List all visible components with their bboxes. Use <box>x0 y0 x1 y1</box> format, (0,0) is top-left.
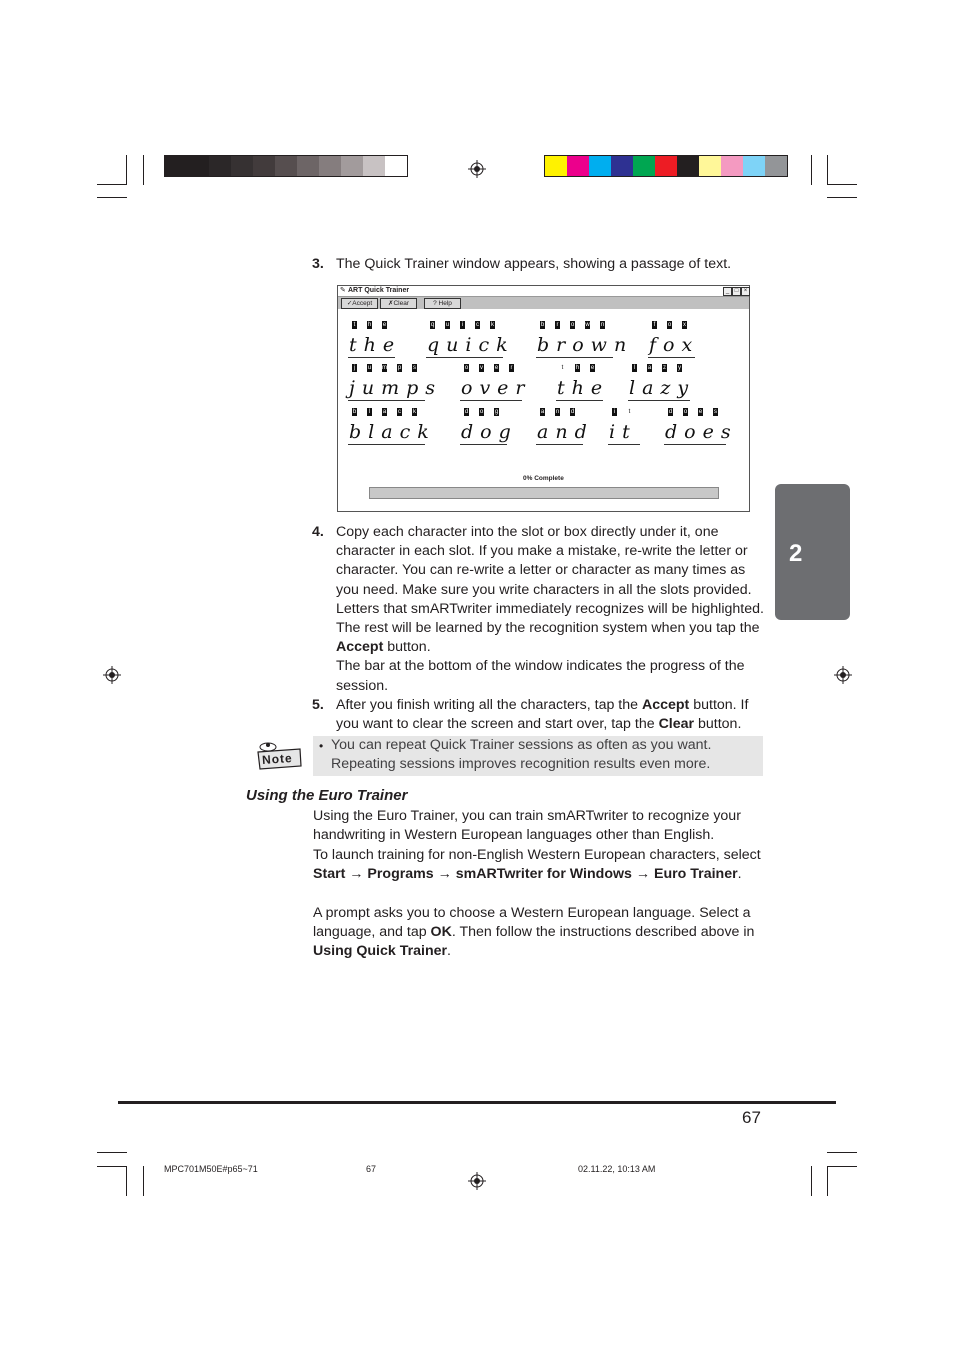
color-swatch <box>589 156 611 176</box>
toolbar <box>338 297 749 309</box>
handwritten-word[interactable]: the <box>349 334 402 356</box>
printed-letter: r <box>510 365 513 371</box>
step-4 <box>312 523 764 696</box>
crop-mark <box>143 1166 144 1196</box>
grayscale-bar <box>164 155 408 177</box>
gray-swatch <box>385 156 407 176</box>
printed-letter: t <box>628 409 631 415</box>
printed-letter: a <box>647 365 652 371</box>
step-text: After you finish writing all the characters, tap the Accept button. If you want to clear the screen and start over, tap the Clear button. <box>336 697 749 733</box>
writing-slot-line <box>348 444 425 445</box>
bullet: • <box>319 739 324 753</box>
crop-mark <box>811 155 812 185</box>
gray-swatch <box>253 156 275 176</box>
writing-slot-line <box>426 357 503 358</box>
writing-slot-line <box>648 357 695 358</box>
handwritten-word[interactable]: over <box>461 377 532 399</box>
printed-letter: w <box>585 322 590 328</box>
writing-slot-line <box>536 357 613 358</box>
step-text: The Quick Trainer window appears, showing a passage of text. <box>336 256 732 272</box>
printed-letter: a <box>382 409 387 415</box>
printed-letter: i <box>461 322 464 328</box>
printed-letter: q <box>430 322 435 328</box>
color-swatch <box>721 156 743 176</box>
quick-trainer-window <box>337 285 750 512</box>
handwritten-word[interactable]: quick <box>427 334 515 356</box>
registration-mark-icon <box>468 160 486 178</box>
section-heading: Using the Euro Trainer <box>246 787 408 804</box>
printed-letter: o <box>570 322 575 328</box>
printed-letter: d <box>464 409 469 415</box>
footer-file: MPC701M50E#p65~71 <box>164 1164 258 1174</box>
window-title: ART Quick Trainer <box>348 287 410 294</box>
printed-letter: i <box>613 409 616 415</box>
registration-mark-icon <box>834 666 852 684</box>
gray-swatch <box>297 156 319 176</box>
chapter-number: 2 <box>789 540 803 567</box>
color-swatch <box>655 156 677 176</box>
bottom-rule <box>118 1101 836 1104</box>
accept-term: Accept <box>641 697 690 713</box>
printed-letter: h <box>575 365 580 371</box>
printed-letter: f <box>653 322 656 328</box>
color-swatch <box>633 156 655 176</box>
printed-letter: p <box>397 365 402 371</box>
handwritten-word[interactable]: black <box>349 421 436 443</box>
printed-letter: c <box>398 409 401 415</box>
crop-mark <box>126 155 127 185</box>
color-bar <box>544 155 788 177</box>
chapter-tab <box>775 484 850 620</box>
crop-mark <box>97 1166 127 1167</box>
writing-slot-line <box>460 400 522 401</box>
printed-letter: l <box>633 365 636 371</box>
printed-letter: o <box>464 365 469 371</box>
accept-button[interactable]: ✓Accept <box>341 298 378 309</box>
printed-letter: t <box>561 365 564 371</box>
printed-letter: c <box>476 322 479 328</box>
handwritten-word[interactable]: fox <box>649 334 700 356</box>
handwritten-word[interactable]: and <box>537 421 594 443</box>
color-swatch <box>743 156 765 176</box>
handwritten-word[interactable]: dog <box>461 421 518 443</box>
printed-letter: u <box>367 365 372 371</box>
printed-letter: n <box>600 322 605 328</box>
registration-mark-icon <box>468 1172 486 1190</box>
clear-button[interactable]: ✗Clear <box>380 298 417 309</box>
step-number: 4. <box>312 524 324 540</box>
close-icon[interactable]: × <box>741 287 750 296</box>
footer-page: 67 <box>366 1164 377 1174</box>
printed-letter: o <box>683 409 688 415</box>
printed-letter: d <box>668 409 673 415</box>
section-paragraph-2: To launch training for non-English Western European characters, select Start → Programs → smARTwriter for Windows → Euro Trainer. <box>313 847 761 883</box>
note-icon <box>256 740 302 770</box>
printed-letter: l <box>368 409 371 415</box>
minimize-icon[interactable]: _ <box>723 287 732 296</box>
crop-mark <box>126 1166 127 1196</box>
handwritten-word[interactable]: does <box>665 421 738 443</box>
color-swatch <box>765 156 787 176</box>
crop-mark <box>827 184 857 185</box>
step-text: Copy each character into the slot or box directly under it, one character in each slot. If you make a mistake, re-write the letter or character. You can re-write a letter or character as many times as you need. Make sure you write characters in all the slots provided. Letters that smARTwriter immediately recognizes will be highlighted. The rest will be learned by the recognition system when you tap the Accept button. The bar at the bottom of the window indicates the progress of the session. <box>336 524 764 694</box>
color-swatch <box>677 156 699 176</box>
gray-swatch <box>341 156 363 176</box>
printed-letter: j <box>353 365 356 371</box>
color-swatch <box>611 156 633 176</box>
gray-swatch <box>209 156 231 176</box>
handwritten-word[interactable]: the <box>557 377 610 399</box>
writing-slot-line <box>556 400 603 401</box>
handwritten-word[interactable]: it <box>609 421 637 443</box>
printed-letter: s <box>413 365 416 371</box>
accept-term: Accept <box>336 639 384 656</box>
window-titlebar <box>338 286 749 297</box>
crop-mark <box>827 197 857 198</box>
printed-letter: o <box>479 409 484 415</box>
note-text: You can repeat Quick Trainer sessions as often as you want. Repeating sessions improves recognition results even more. <box>331 737 712 773</box>
gray-swatch <box>231 156 253 176</box>
writing-slot-line <box>460 444 507 445</box>
printed-letter: b <box>540 322 545 328</box>
page-number: 67 <box>742 1108 761 1127</box>
crop-mark <box>827 1166 828 1196</box>
gray-swatch <box>363 156 385 176</box>
crop-mark <box>143 155 144 185</box>
color-swatch <box>567 156 589 176</box>
crop-mark <box>827 1152 857 1153</box>
printed-letter: s <box>714 409 717 415</box>
printed-letter: y <box>678 365 681 371</box>
gray-swatch <box>187 156 209 176</box>
printed-letter: x <box>683 322 686 328</box>
printed-letter: u <box>445 322 450 328</box>
printed-letter: n <box>555 409 560 415</box>
printed-letter: e <box>494 365 499 371</box>
gray-swatch <box>165 156 187 176</box>
printed-letter: v <box>480 365 483 371</box>
crop-mark <box>97 1152 127 1153</box>
progress-bar <box>369 487 719 499</box>
printed-letter: t <box>353 322 356 328</box>
printed-letter: e <box>590 365 595 371</box>
writing-slot-line <box>536 444 583 445</box>
step-3 <box>312 255 764 274</box>
note-box <box>313 736 763 776</box>
writing-slot-line <box>628 400 690 401</box>
printed-letter: h <box>367 322 372 328</box>
printed-letter: e <box>698 409 703 415</box>
writing-slot-line <box>348 357 395 358</box>
help-button[interactable]: ? Help <box>424 298 461 309</box>
handwritten-word[interactable]: jumps <box>349 377 443 399</box>
printed-letter: e <box>382 322 387 328</box>
printed-letter: g <box>494 409 499 415</box>
printed-letter: m <box>382 365 387 371</box>
writing-slot-line <box>664 444 726 445</box>
step-5 <box>312 696 764 734</box>
section-paragraph-1: Using the Euro Trainer, you can train smARTwriter to recognize your handwriting in Western European languages other than English. <box>313 808 741 844</box>
clear-term: Clear <box>658 716 695 733</box>
crop-mark <box>97 197 127 198</box>
writing-slot-line <box>608 444 640 445</box>
gray-swatch <box>319 156 341 176</box>
printed-letter: d <box>570 409 575 415</box>
printed-letter: o <box>667 322 672 328</box>
printed-letter: z <box>663 365 666 371</box>
section-paragraph-3: A prompt asks you to choose a Western European language. Select a language, and tap OK. Then follow the instructions described above in Using Quick Trainer. <box>313 905 755 960</box>
crop-mark <box>811 1166 812 1196</box>
color-swatch <box>545 156 567 176</box>
gray-swatch <box>275 156 297 176</box>
handwritten-word[interactable]: lazy <box>629 377 696 399</box>
printed-letter: b <box>352 409 357 415</box>
registration-mark-icon <box>103 666 121 684</box>
maximize-icon[interactable]: □ <box>732 287 741 296</box>
progress-label: 0% Complete <box>523 475 564 482</box>
step-number: 3. <box>312 256 324 272</box>
crop-mark <box>97 184 127 185</box>
note-label: Note <box>261 750 294 768</box>
crop-mark <box>827 1166 857 1167</box>
printed-letter: r <box>556 322 559 328</box>
crop-mark <box>827 155 828 185</box>
printed-letter: k <box>413 409 416 415</box>
handwritten-word[interactable]: brown <box>537 334 634 356</box>
app-icon: ✎ <box>340 287 346 294</box>
printed-letter: k <box>491 322 494 328</box>
step-number: 5. <box>312 697 324 713</box>
footer-date: 02.11.22, 10:13 AM <box>578 1164 656 1174</box>
color-swatch <box>699 156 721 176</box>
writing-slot-line <box>348 400 425 401</box>
printed-letter: a <box>540 409 545 415</box>
